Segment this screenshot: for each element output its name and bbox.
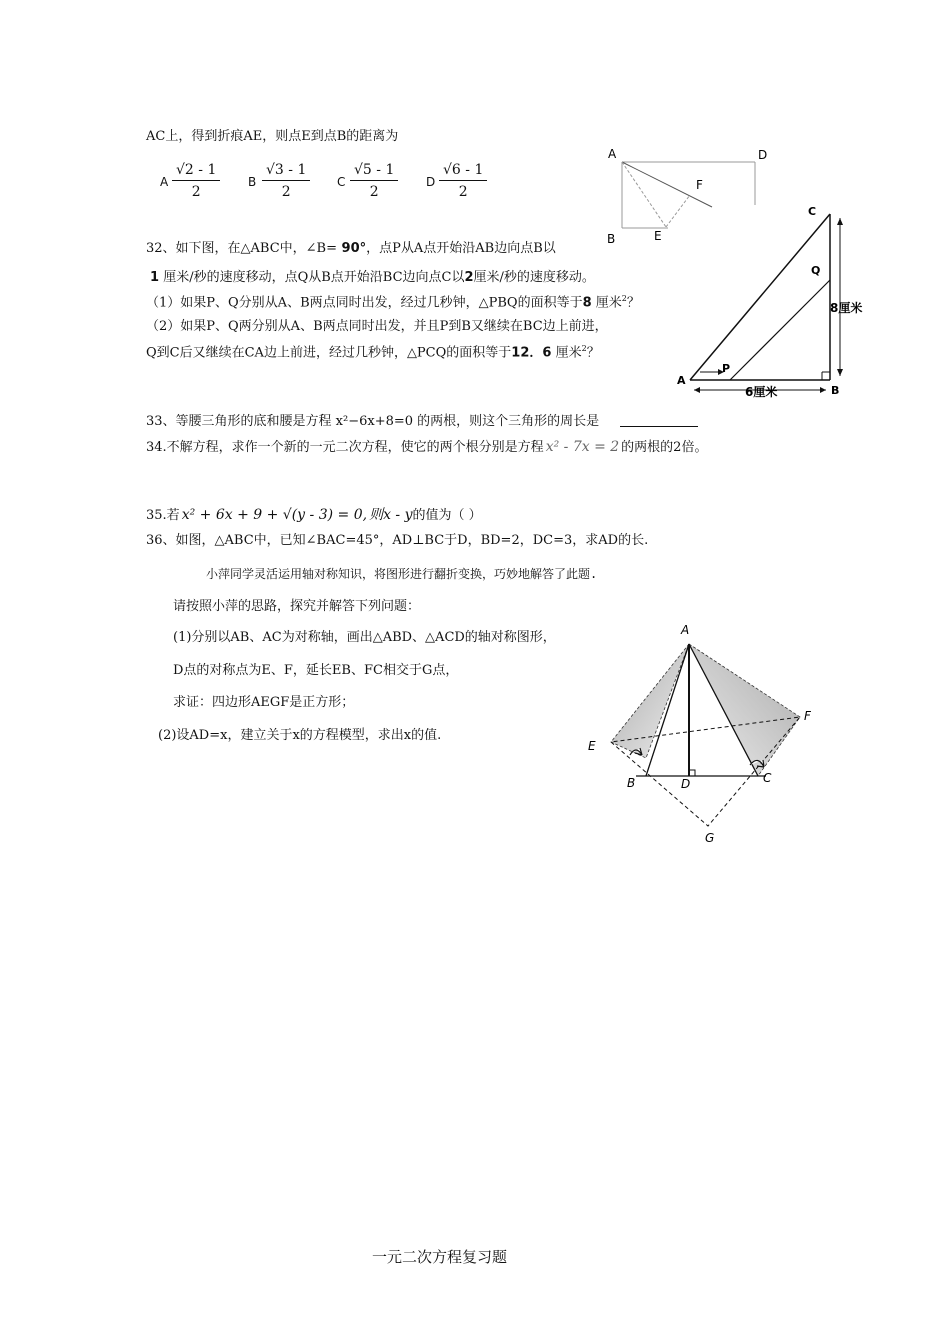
q36-line7: (2)设AD=x，建立关于x的方程模型，求出x的值.: [158, 728, 442, 743]
q31-option-c-letter: C: [337, 175, 346, 189]
q31-label-a: A: [608, 147, 617, 161]
q32-line2: 1 厘米/秒的速度移动，点Q从B点开始沿BC边向点C以2厘米/秒的速度移动。: [150, 270, 595, 285]
q32-line1: 32、如下图，在△ABC中，∠B= 90°，点P从A点开始沿AB边向点B以: [146, 241, 556, 256]
footer-title: 一元二次方程复习题: [372, 1248, 508, 1266]
q32-side-bc: 8厘米: [830, 301, 863, 315]
q31-option-b-letter: B: [248, 175, 257, 189]
q36-square-figure: [580, 620, 820, 850]
q31-label-f: F: [696, 178, 703, 192]
q31-text: AC上，得到折痕AE，则点E到点B的距离为: [146, 129, 399, 144]
q32-label-p: P: [722, 362, 731, 375]
q32-label-b: B: [831, 384, 840, 397]
q31-option-c-fraction: $\frac{√5 - 1}{2}$: [350, 162, 398, 200]
q32-label-c: C: [808, 205, 817, 218]
q36-label-d: D: [681, 777, 691, 791]
q31-option-a-letter: A: [160, 175, 169, 189]
q36-line2: 小萍同学灵活运用轴对称知识，将图形进行翻折变换，巧妙地解答了此题.: [206, 567, 598, 581]
q36-line3: 请按照小萍的思路，探究并解答下列问题：: [173, 599, 421, 614]
q32-line3: （1）如果P、Q分别从A、B两点同时出发，经过几秒钟，△PBQ的面积等于8 厘米$^2$？: [146, 294, 640, 311]
q32-triangle-figure: [670, 200, 880, 405]
q32-side-ab: 6厘米: [745, 385, 778, 399]
q36-label-f: F: [804, 709, 811, 723]
q36-label-c: C: [763, 771, 772, 785]
q36-line4: (1)分别以AB、AC为对称轴，画出△ABD、△ACD的轴对称图形，: [173, 630, 556, 645]
q31-label-b: B: [607, 232, 616, 246]
q32-line5: Q到C后又继续在CA边上前进，经过几秒钟，△PCQ的面积等于12．6 厘米$^2$？: [146, 344, 600, 361]
q31-option-d-letter: D: [426, 175, 436, 189]
q31-label-d: D: [758, 148, 768, 162]
q31-label-e: E: [654, 229, 662, 243]
q31-option-a-fraction: $\frac{√2 - 1}{2}$: [172, 162, 220, 200]
q34-text: 34.不解方程，求作一个新的一元二次方程，使它的两个根分别是方程 x² - 7x = 2 的两根的2倍。: [146, 439, 708, 455]
q36-line1: 36、如图，△ABC中，已知∠BAC=45°，AD⊥BC于D，BD=2，DC=3，求AD的长.: [146, 533, 649, 548]
q36-label-a: A: [681, 623, 690, 637]
q36-line6: 求证：四边形AEGF是正方形；: [173, 695, 355, 710]
q36-label-e: E: [588, 739, 596, 753]
q32-label-a: A: [677, 374, 686, 387]
q31-option-b-fraction: $\frac{√3 - 1}{2}$: [262, 162, 310, 200]
q33-answer-blank[interactable]: [620, 426, 698, 427]
q32-line4: （2）如果P、Q两分别从A、B两点同时出发，并且P到B又继续在BC边上前进，: [146, 319, 608, 334]
q31-option-d-fraction: $\frac{√6 - 1}{2}$: [439, 162, 487, 200]
q36-label-g: G: [705, 831, 715, 845]
q35-text: 35.若 x² + 6x + 9 + √(y - 3) = 0, 则x - y的值为（ ）: [146, 507, 482, 523]
q33-text: 33、等腰三角形的底和腰是方程 x²−6x+8=0 的两根，则这个三角形的周长是: [146, 414, 600, 429]
q36-label-b: B: [627, 776, 636, 790]
q36-line5: D点的对称点为E、F，延长EB、FC相交于G点，: [173, 663, 459, 678]
q32-label-q: Q: [811, 264, 821, 277]
